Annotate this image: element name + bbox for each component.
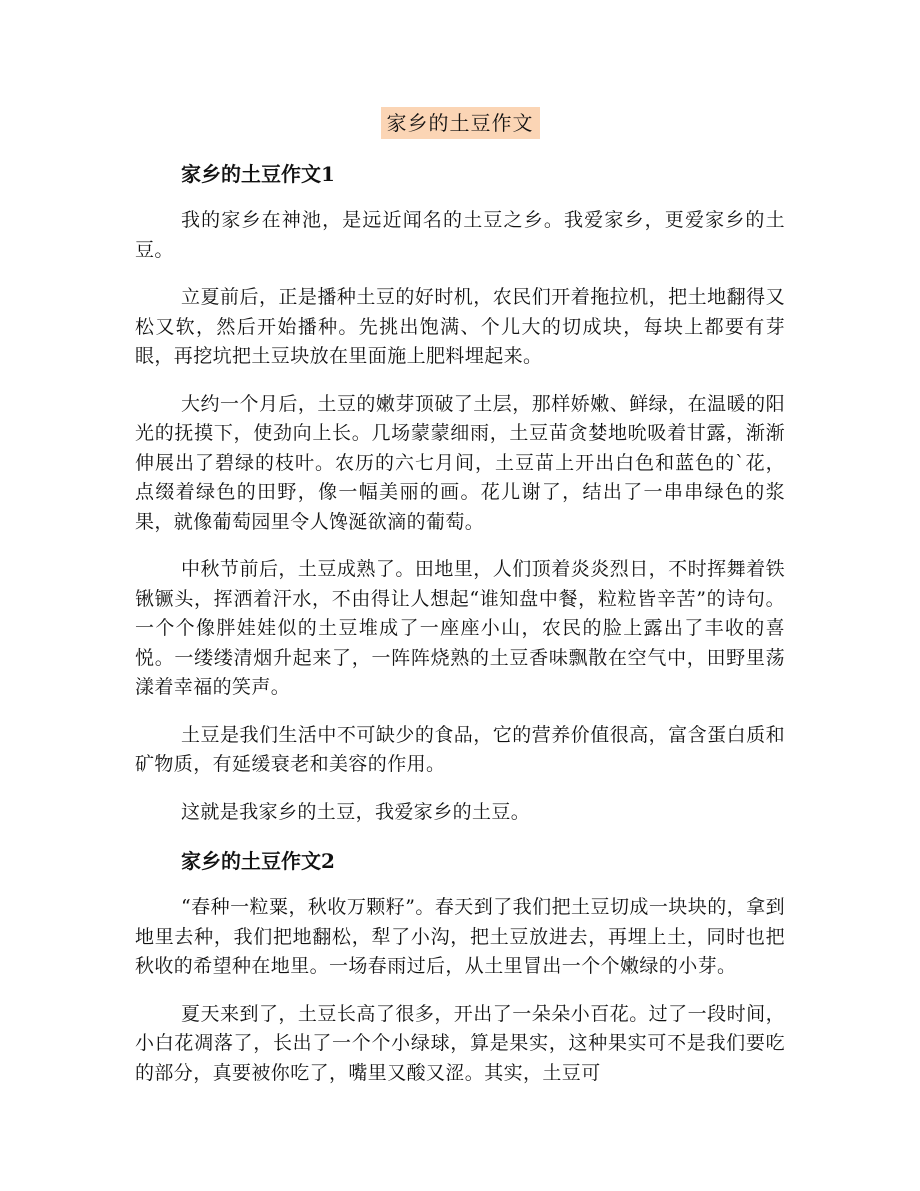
document-body — [135, 150, 785, 1088]
paragraph: 大约一个月后，土豆的嫩芽顶破了土层，那样娇嫩、鲜绿，在温暖的阳光的抚摸下，使劲向上长。几场蒙蒙细雨，土豆苗贪婪地吮吸着甘露，渐渐伸展出了碧绿的枝叶。农历的六七月间，土豆苗上开出白色和蓝色的`花，点缀着绿色的田野，像一幅美丽的画。花儿谢了，结出了一串串绿色的浆果，就像葡萄园里令人馋涎欲滴的葡萄。 — [135, 392, 785, 533]
paragraph: 中秋节前后，土豆成熟了。田地里，人们顶着炎炎烈日，不时挥舞着铁锹镢头，挥洒着汗水，不由得让人想起“谁知盘中餐，粒粒皆辛苦”的诗句。一个个像胖娃娃似的土豆堆成了一座座小山，农民的脸上露出了丰收的喜悦。一缕缕清烟升起来了，一阵阵烧熟的土豆香味飘散在空气中，田野里荡漾着幸福的笑声。 — [135, 558, 785, 698]
paragraph: “春种一粒粟，秋收万颗籽”。春天到了我们把土豆切成一块块的，拿到地里去种，我们把地翻松，犁了小沟，把土豆放进去，再埋上土，同时也把秋收的希望种在地里。一场春雨过后，从土里冒出一个个嫩绿的小芽。 — [135, 896, 785, 977]
paragraph: 立夏前后，正是播种土豆的好时机，农民们开着拖拉机，把土地翻得又松又软，然后开始播种。先挑出饱满、个儿大的切成块，每块上都要有芽眼，再挖坑把土豆块放在里面施上肥料埋起来。 — [135, 286, 785, 367]
paragraph: 这就是我家乡的土豆，我爱家乡的土豆。 — [181, 800, 531, 823]
document-title-row — [0, 107, 920, 139]
paragraph: 土豆是我们生活中不可缺少的食品，它的营养价值很高，富含蛋白质和矿物质，有延缓衰老和美容的作用。 — [135, 723, 785, 775]
paragraph: 我的家乡在神池，是远近闻名的土豆之乡。我爱家乡，更爱家乡的土豆。 — [135, 209, 785, 261]
document-title: 家乡的土豆作文 — [381, 107, 540, 139]
section-heading-1: 家乡的土豆作文1 — [181, 162, 335, 186]
section-heading-2: 家乡的土豆作文2 — [181, 849, 335, 873]
paragraph: 夏天来到了，土豆长高了很多，开出了一朵朵小百花。过了一段时间，小白花凋落了，长出了一个个小绿球，算是果实，这种果实可不是我们要吃的部分，真要被你吃了，嘴里又酸又涩。其实，土豆可 — [135, 1002, 785, 1084]
